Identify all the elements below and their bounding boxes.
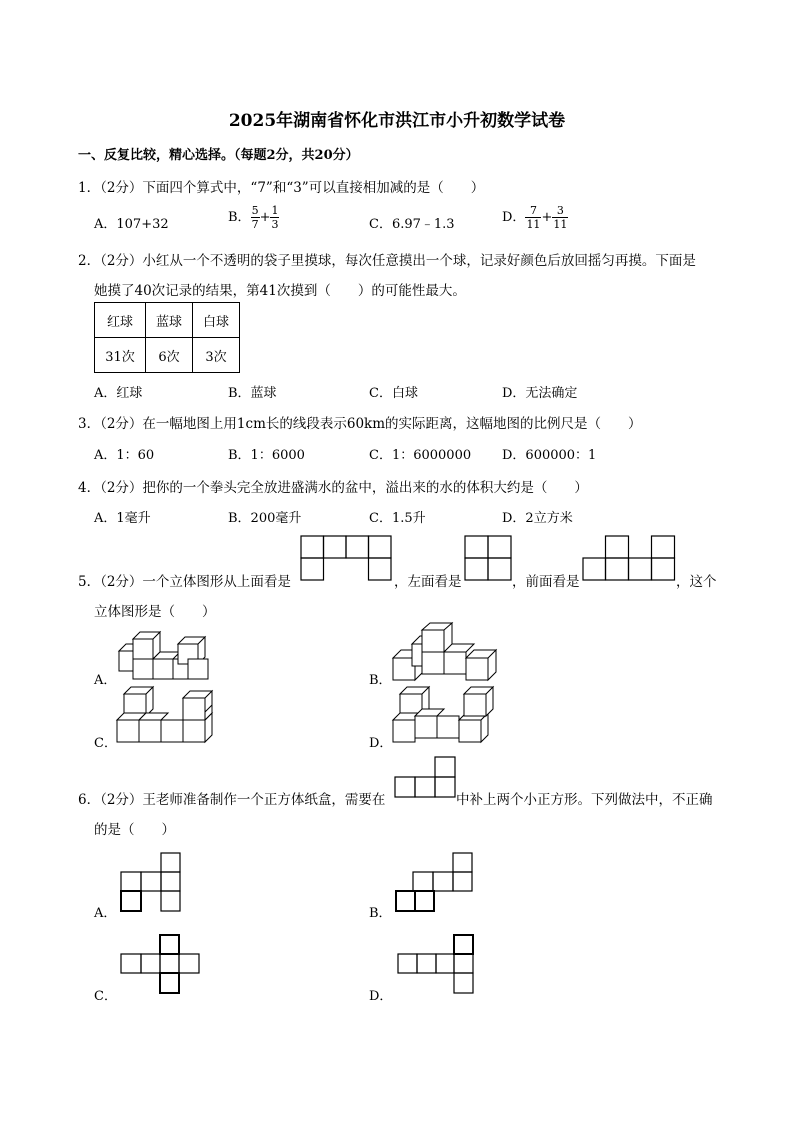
table-cell: 31次 [95, 338, 146, 373]
q4-option-c: C．1.5升 [369, 511, 426, 526]
question-1-stem: 1．（2分）下面四个算式中，“7”和“3”可以直接相加减的是（ ） [78, 180, 485, 196]
question-5-stem-b: ，左面看是 [394, 574, 462, 590]
fraction: $\frac{1}{3}$ [271, 204, 279, 231]
question-6-stem-b: 中补上两个小正方形。下列做法中，不正确 [456, 792, 713, 808]
fraction: $\frac{5}{7}$ [251, 204, 259, 231]
q5-option-d-figure [392, 686, 496, 744]
page-title: 2025年湖南省怀化市洪江市小升初数学试卷 [228, 111, 566, 131]
q6-option-d: D． [369, 989, 393, 1004]
q6-option-a: A． [94, 906, 117, 921]
question-5-stem-line2: 立体图形是（ ） [94, 604, 216, 620]
q2-option-b: B．蓝球 [228, 386, 277, 401]
section-heading: 一、反复比较，精心选择。（每题2分，共20分） [78, 148, 359, 163]
question-5-stem-c: ，前面看是 [512, 574, 580, 590]
fraction: $\frac{7}{11}$ [526, 204, 541, 231]
table-header: 蓝球 [146, 303, 193, 338]
top-view-figure [300, 535, 392, 581]
q3-option-d: D．600000：1 [502, 448, 597, 463]
question-6-stem-a: 6．（2分）王老师准备制作一个正方体纸盒，需要在 [78, 792, 386, 808]
q6-option-a-figure [120, 852, 182, 914]
q5-option-c: C． [94, 736, 117, 751]
q5-option-b-figure [392, 622, 498, 682]
table-cell: 6次 [146, 338, 193, 373]
question-5-stem-d: ，这个 [676, 574, 717, 590]
table-cell: 3次 [193, 338, 240, 373]
q1-option-a: A．107+32 [94, 217, 169, 232]
front-view-figure [582, 535, 676, 581]
question-2-stem-line1: 2．（2分）小红从一个不透明的袋子里摸球，每次任意摸出一个球，记录好颜色后放回摇匀再摸。下面是 [78, 253, 696, 269]
q3-option-c: C．1：6000000 [369, 448, 472, 463]
q6-option-d-figure [397, 934, 475, 996]
q6-option-b: B． [369, 906, 392, 921]
tally-table [94, 302, 240, 373]
q5-option-a-figure [118, 624, 214, 682]
q6-option-c-figure [120, 934, 202, 996]
q1-option-c: C．6.97﹣1.3 [369, 217, 455, 232]
q4-option-b: B．200毫升 [228, 511, 302, 526]
question-5-stem-a: 5．（2分）一个立体图形从上面看是 [78, 574, 291, 590]
q5-option-b: B． [369, 673, 392, 688]
question-2-stem-line2: 她摸了40次记录的结果，第41次摸到（ ）的可能性最大。 [94, 283, 466, 299]
left-view-figure [464, 535, 512, 581]
question-4-stem: 4．（2分）把你的一个拳头完全放进盛满水的盆中，溢出来的水的体积大约是（ ） [78, 480, 588, 496]
q1-option-b: B． $\frac{5}{7}$ + $\frac{1}{3}$ [228, 204, 279, 231]
question-6-stem-line2: 的是（ ） [94, 822, 175, 838]
table-header: 白球 [193, 303, 240, 338]
fraction: $\frac{3}{11}$ [553, 204, 568, 231]
q3-option-b: B．1：6000 [228, 448, 305, 463]
q5-option-c-figure [116, 686, 220, 744]
q1-option-d: D． $\frac{7}{11}$ + $\frac{3}{11}$ [502, 204, 568, 231]
q5-option-a: A． [94, 673, 117, 688]
q5-option-d: D． [369, 736, 393, 751]
q2-option-a: A．红球 [94, 386, 143, 401]
q4-option-a: A．1毫升 [94, 511, 151, 526]
q2-option-c: C．白球 [369, 386, 418, 401]
q6-net-figure [394, 756, 456, 798]
q6-option-b-figure [395, 852, 475, 914]
question-3-stem: 3．（2分）在一幅地图上用1cm长的线段表示60km的实际距离，这幅地图的比例尺是（ ） [78, 416, 642, 432]
table-header: 红球 [95, 303, 146, 338]
q3-option-a: A．1：60 [94, 448, 155, 463]
q4-option-d: D．2立方米 [502, 511, 573, 526]
q6-option-c: C． [94, 989, 117, 1004]
q1-d-prefix: D． [502, 210, 526, 225]
q1-b-prefix: B． [228, 210, 251, 225]
q2-option-d: D．无法确定 [502, 386, 578, 401]
